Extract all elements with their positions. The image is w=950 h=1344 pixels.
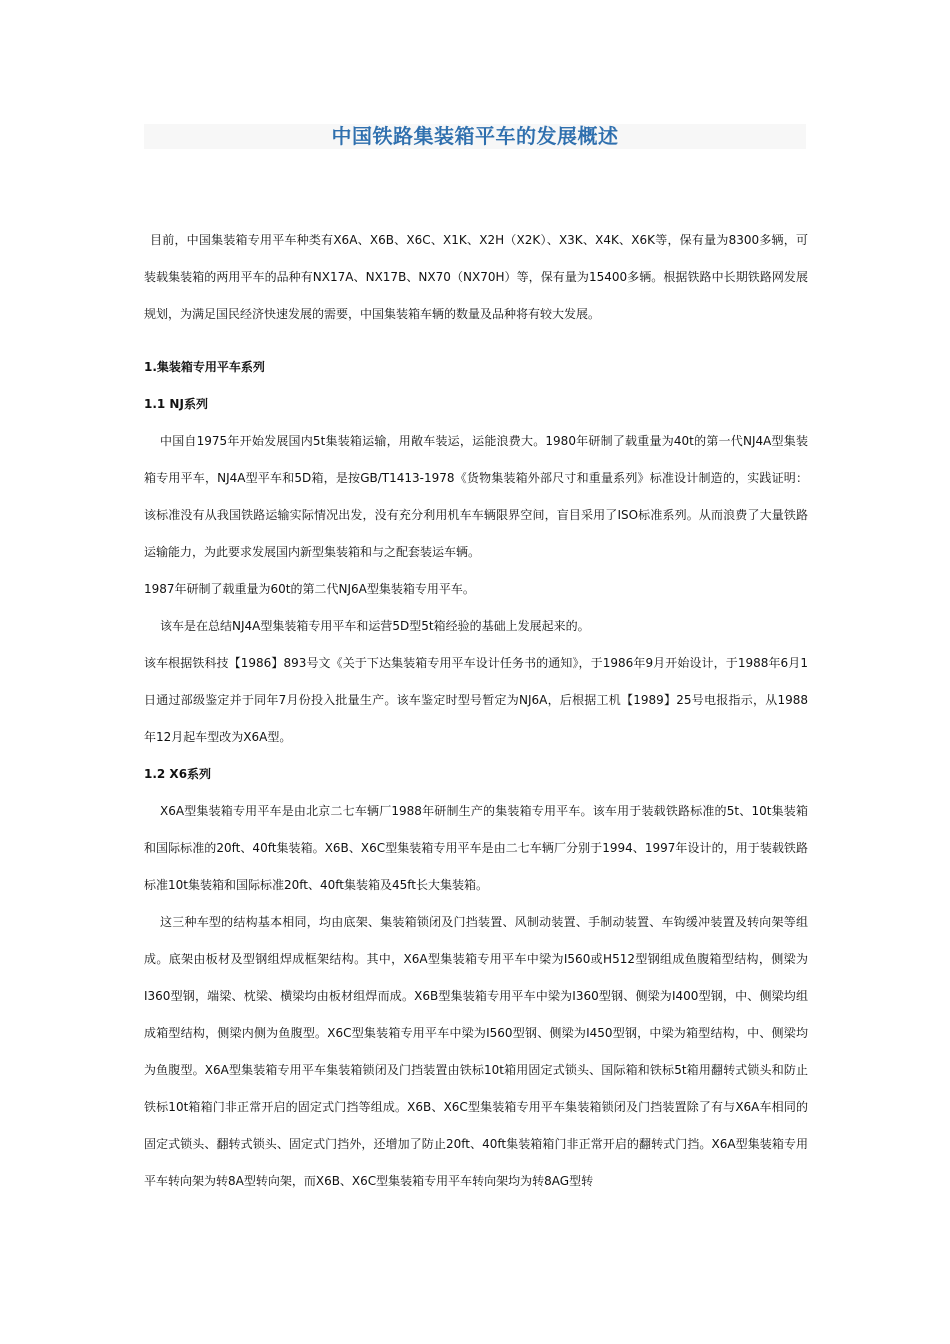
page-title: 中国铁路集装箱平车的发展概述 — [331, 124, 619, 148]
paragraph-1-1-3: 该车是在总结NJ4A型集装箱专用平车和运营5D型5t箱经验的基础上发展起来的。 — [160, 619, 590, 633]
section-heading-1-2: 1.2 X6系列 — [144, 767, 212, 781]
document-body — [144, 222, 808, 1200]
title-band — [144, 124, 806, 149]
paragraph-1-2-1: X6A型集装箱专用平车是由北京二七车辆厂1988年研制生产的集装箱专用平车。该车用于装载铁路标准的5t、10t集装箱和国际标准的20ft、40ft集装箱。X6B、X6C型集装箱专用平车是由二七车辆厂分别于1994、1997年设计的，用于装载铁路标准10t集装箱和国际标准20ft、40ft集装箱及45ft长大集装箱。 — [144, 804, 808, 892]
paragraph-1-1-4: 该车根据铁科技【1986】893号文《关于下达集装箱专用平车设计任务书的通知》，于1986年9月开始设计，于1988年6月1日通过部级鉴定并于同年7月份投入批量生产。该车鉴定时型号暂定为NJ6A，后根据工机【1989】25号电报指示，从1988年12月起车型改为X6A型。 — [144, 656, 808, 744]
paragraph-1-1-1: 中国自1975年开始发展国内5t集装箱运输，用敞车装运，运能浪费大。1980年研制了载重量为40t的第一代NJ4A型集装箱专用平车，NJ4A型平车和5D箱，是按GB/T1413-1978《货物集装箱外部尺寸和重量系列》标准设计制造的，实践证明：该标准没有从我国铁路运输实际情况出发，没有充分利用机车车辆限界空间，盲目采用了ISO标准系列。从而浪费了大量铁路运输能力，为此要求发展国内新型集装箱和与之配套装运车辆。 — [144, 434, 808, 559]
intro-paragraph: 目前，中国集装箱专用平车种类有X6A、X6B、X6C、X1K、X2H（X2K）、X3K、X4K、X6K等，保有量为8300多辆，可装载集装箱的两用平车的品种有NX17A、NX17B、NX70（NX70H）等，保有量为15400多辆。根据铁路中长期铁路网发展规划，为满足国民经济快速发展的需要，中国集装箱车辆的数量及品种将有较大发展。 — [144, 233, 808, 321]
section-heading-1: 1.集装箱专用平车系列 — [144, 360, 265, 374]
paragraph-1-1-2: 1987年研制了载重量为60t的第二代NJ6A型集装箱专用平车。 — [144, 582, 475, 596]
section-heading-1-1: 1.1 NJ系列 — [144, 397, 208, 411]
paragraph-1-2-2: 这三种车型的结构基本相同，均由底架、集装箱锁闭及门挡装置、风制动装置、手制动装置、车钩缓冲装置及转向架等组成。底架由板材及型钢组焊成框架结构。其中，X6A型集装箱专用平车中梁为I560或H512型钢组成鱼腹箱型结构，侧梁为I360型钢，端梁、枕梁、横梁均由板材组焊而成。X6B型集装箱专用平车中梁为I360型钢、侧梁为I400型钢，中、侧梁均组成箱型结构，侧梁内侧为鱼腹型。X6C型集装箱专用平车中梁为I560型钢、侧梁为I450型钢，中梁为箱型结构，中、侧梁均为鱼腹型。X6A型集装箱专用平车集装箱锁闭及门挡装置由铁标10t箱用固定式锁头、国际箱和铁标5t箱用翻转式锁头和防止铁标10t箱箱门非正常开启的固定式门挡等组成。X6B、X6C型集装箱专用平车集装箱锁闭及门挡装置除了有与X6A车相同的固定式锁头、翻转式锁头、固定式门挡外，还增加了防止20ft、40ft集装箱箱门非正常开启的翻转式门挡。X6A型集装箱专用平车转向架为转8A型转向架，而X6B、X6C型集装箱专用平车转向架均为转8AG型转 — [144, 915, 808, 1188]
